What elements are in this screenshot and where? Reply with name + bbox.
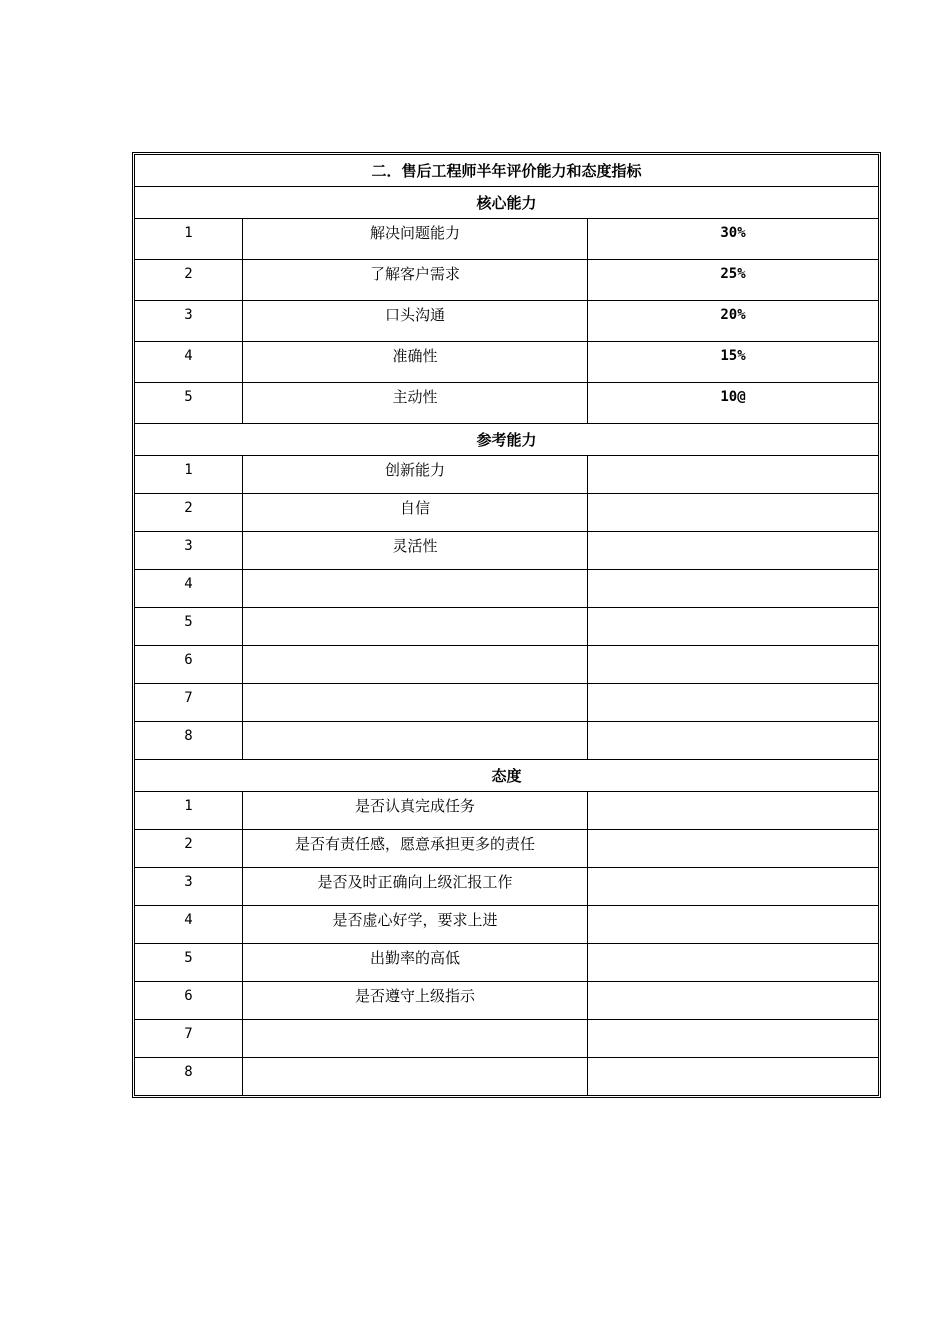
row-criterion: 灵活性 [243, 532, 588, 570]
table-row [135, 1058, 879, 1096]
row-number: 2 [135, 494, 243, 532]
table-row [135, 646, 879, 684]
row-number: 1 [135, 219, 243, 260]
evaluation-table [134, 154, 879, 1096]
row-weight [588, 646, 879, 684]
row-weight: 15% [588, 342, 879, 383]
row-weight [588, 532, 879, 570]
row-number: 5 [135, 383, 243, 424]
row-weight [588, 608, 879, 646]
table-row [135, 906, 879, 944]
row-criterion: 创新能力 [243, 456, 588, 494]
row-criterion [243, 1058, 588, 1096]
row-criterion: 准确性 [243, 342, 588, 383]
row-number: 8 [135, 722, 243, 760]
table-row [135, 532, 879, 570]
table-row [135, 570, 879, 608]
row-weight [588, 830, 879, 868]
row-criterion [243, 570, 588, 608]
evaluation-table-frame [132, 152, 881, 1098]
table-row [135, 219, 879, 260]
row-weight [588, 722, 879, 760]
row-weight [588, 1058, 879, 1096]
row-criterion: 自信 [243, 494, 588, 532]
section-header-attitude [135, 760, 879, 792]
row-criterion [243, 722, 588, 760]
table-row [135, 342, 879, 383]
row-weight [588, 570, 879, 608]
row-criterion: 是否有责任感，愿意承担更多的责任 [243, 830, 588, 868]
section-header-reference [135, 424, 879, 456]
row-number: 2 [135, 830, 243, 868]
row-criterion [243, 684, 588, 722]
row-weight: 20% [588, 301, 879, 342]
table-row [135, 456, 879, 494]
table-row [135, 722, 879, 760]
row-criterion: 是否认真完成任务 [243, 792, 588, 830]
row-criterion: 解决问题能力 [243, 219, 588, 260]
table-title: 二．售后工程师半年评价能力和态度指标 [135, 155, 879, 187]
table-row [135, 792, 879, 830]
row-criterion [243, 646, 588, 684]
row-number: 2 [135, 260, 243, 301]
row-number: 8 [135, 1058, 243, 1096]
row-number: 1 [135, 456, 243, 494]
row-number: 7 [135, 684, 243, 722]
row-weight [588, 792, 879, 830]
row-criterion [243, 1020, 588, 1058]
row-number: 4 [135, 342, 243, 383]
row-number: 6 [135, 646, 243, 684]
row-criterion: 是否遵守上级指示 [243, 982, 588, 1020]
row-weight: 25% [588, 260, 879, 301]
section-heading-attitude: 态度 [135, 760, 879, 792]
row-number: 4 [135, 570, 243, 608]
section-header-core [135, 187, 879, 219]
row-weight: 10@ [588, 383, 879, 424]
row-weight [588, 494, 879, 532]
row-number: 3 [135, 868, 243, 906]
row-weight [588, 456, 879, 494]
table-row [135, 830, 879, 868]
row-number: 3 [135, 532, 243, 570]
table-row [135, 383, 879, 424]
table-row [135, 1020, 879, 1058]
row-weight [588, 684, 879, 722]
row-criterion: 主动性 [243, 383, 588, 424]
row-weight [588, 944, 879, 982]
row-number: 6 [135, 982, 243, 1020]
row-weight [588, 1020, 879, 1058]
table-row [135, 301, 879, 342]
row-number: 1 [135, 792, 243, 830]
row-number: 4 [135, 906, 243, 944]
row-criterion: 出勤率的高低 [243, 944, 588, 982]
table-title-row [135, 155, 879, 187]
row-number: 3 [135, 301, 243, 342]
row-criterion: 是否虚心好学，要求上进 [243, 906, 588, 944]
row-criterion: 是否及时正确向上级汇报工作 [243, 868, 588, 906]
row-weight: 30% [588, 219, 879, 260]
table-row [135, 608, 879, 646]
table-row [135, 260, 879, 301]
row-number: 5 [135, 608, 243, 646]
row-criterion [243, 608, 588, 646]
row-number: 7 [135, 1020, 243, 1058]
row-weight [588, 868, 879, 906]
table-row [135, 944, 879, 982]
row-criterion: 口头沟通 [243, 301, 588, 342]
section-heading-core: 核心能力 [135, 187, 879, 219]
table-row [135, 868, 879, 906]
table-row [135, 684, 879, 722]
row-criterion: 了解客户需求 [243, 260, 588, 301]
table-row [135, 982, 879, 1020]
table-row [135, 494, 879, 532]
row-weight [588, 906, 879, 944]
section-heading-reference: 参考能力 [135, 424, 879, 456]
row-weight [588, 982, 879, 1020]
row-number: 5 [135, 944, 243, 982]
